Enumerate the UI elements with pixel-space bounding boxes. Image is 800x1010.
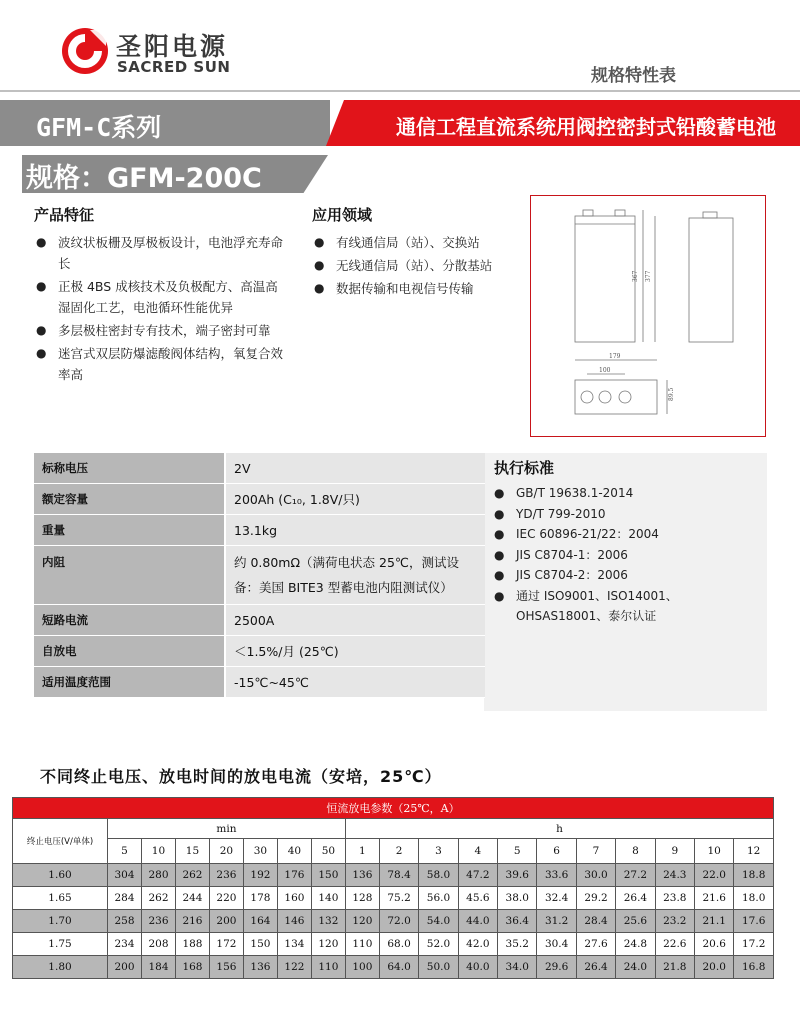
features-title: 产品特征 [34,206,95,224]
spec-label: 适用温度范围 [34,667,225,698]
spec-label: 重量 [34,515,225,546]
discharge-title: 不同终止电压、放电时间的放电电流（安培，25℃） [40,767,442,786]
discharge-current-cell: 172 [209,933,243,956]
cutoff-voltage: 1.70 [13,910,108,933]
dim-terminal: 100 [599,367,611,374]
discharge-current-cell: 22.6 [655,933,694,956]
table-row [13,933,774,956]
spec-value: 2V [225,453,485,484]
dim-depth: 89.5 [668,387,675,401]
table-row [34,453,485,484]
table-row [13,956,774,979]
spec-label: 标称电压 [34,453,225,484]
dim-width: 179 [609,353,621,360]
table-row [34,667,485,698]
spec-value: 2500A [225,605,485,636]
column-header: 3 [419,839,458,864]
discharge-current-cell: 38.0 [498,887,537,910]
discharge-current-cell: 208 [141,933,175,956]
discharge-current-cell: 45.6 [458,887,497,910]
cutoff-voltage: 1.60 [13,864,108,887]
discharge-current-cell: 40.0 [458,956,497,979]
discharge-current-cell: 176 [277,864,311,887]
bullet-icon: ● [314,235,325,249]
discharge-current-cell: 29.6 [537,956,576,979]
brand-name-cn: 圣阳电源 [116,32,229,61]
discharge-current-cell: 18.8 [734,864,774,887]
list-item: ● 正极 4BS 成核技术及负极配方、高温高湿固化工艺，电池循环性能优异 [34,276,284,318]
standards-title: 执行标准 [494,459,555,477]
column-header: 40 [277,839,311,864]
discharge-current-cell: 75.2 [379,887,418,910]
discharge-current-cell: 184 [141,956,175,979]
discharge-current-cell: 44.0 [458,910,497,933]
cutoff-voltage: 1.65 [13,887,108,910]
list-item: ● 多层极柱密封专有技术，端子密封可靠 [34,320,284,341]
discharge-current-cell: 30.4 [537,933,576,956]
discharge-current-cell: 120 [345,910,379,933]
discharge-current-cell: 262 [175,864,209,887]
discharge-current-cell: 23.2 [655,910,694,933]
bullet-icon: ● [36,323,47,337]
column-header: 5 [498,839,537,864]
discharge-current-cell: 128 [345,887,379,910]
discharge-current-cell: 39.6 [498,864,537,887]
dim-height-1: 367 [632,270,639,282]
discharge-current-cell: 78.4 [379,864,418,887]
discharge-current-cell: 23.8 [655,887,694,910]
discharge-current-cell: 178 [243,887,277,910]
row-header: 终止电压(V/单体) [13,819,108,864]
discharge-current-cell: 132 [311,910,345,933]
list-item: ● 有线通信局（站）、交换站 [312,232,512,253]
spec-model-label: 规格：GFM-200C [26,163,262,194]
discharge-current-cell: 56.0 [419,887,458,910]
list-item: ● GB/T 19638.1-2014 [492,483,760,504]
column-header: 20 [209,839,243,864]
discharge-current-cell: 26.4 [576,956,615,979]
discharge-current-cell: 244 [175,887,209,910]
discharge-current-cell: 35.2 [498,933,537,956]
discharge-current-cell: 20.6 [695,933,734,956]
discharge-current-cell: 17.6 [734,910,774,933]
discharge-current-cell: 22.0 [695,864,734,887]
discharge-current-cell: 136 [243,956,277,979]
column-header: 6 [537,839,576,864]
discharge-current-cell: 24.8 [616,933,655,956]
spec-value: ＜1.5%/月 (25℃) [225,636,485,667]
unit-minutes: min [108,819,346,839]
discharge-current-cell: 236 [141,910,175,933]
discharge-current-cell: 304 [108,864,142,887]
header-divider [0,90,800,92]
product-title: 通信工程直流系统用阀控密封式铅酸蓄电池 [396,115,776,139]
discharge-current-cell: 31.2 [537,910,576,933]
discharge-table-header: 恒流放电参数（25℃，A） [13,798,774,819]
discharge-table [12,797,774,979]
discharge-current-cell: 236 [209,864,243,887]
discharge-current-cell: 164 [243,910,277,933]
bullet-icon: ● [494,547,505,562]
table-row [13,887,774,910]
sacred-sun-logo [60,26,110,76]
discharge-current-cell: 160 [277,887,311,910]
column-header: 8 [616,839,655,864]
discharge-current-cell: 25.6 [616,910,655,933]
table-row [13,910,774,933]
discharge-current-cell: 72.0 [379,910,418,933]
column-header-row [13,839,774,864]
discharge-current-cell: 17.2 [734,933,774,956]
spec-value: 约 0.80mΩ（满荷电状态 25℃，测试设备：美国 BITE3 型蓄电池内阻测试仪） [225,546,485,605]
discharge-current-cell: 216 [175,910,209,933]
discharge-current-cell: 68.0 [379,933,418,956]
column-header: 10 [695,839,734,864]
discharge-current-cell: 100 [345,956,379,979]
bullet-icon: ● [494,588,505,603]
column-header: 2 [379,839,418,864]
column-header: 5 [108,839,142,864]
spec-label: 自放电 [34,636,225,667]
discharge-current-cell: 168 [175,956,209,979]
list-item: ● 数据传输和电视信号传输 [312,278,512,299]
discharge-current-cell: 280 [141,864,175,887]
discharge-current-cell: 33.6 [537,864,576,887]
discharge-current-cell: 47.2 [458,864,497,887]
standards-list [492,483,760,627]
spec-label: 额定容量 [34,484,225,515]
column-header: 10 [141,839,175,864]
discharge-current-cell: 42.0 [458,933,497,956]
bullet-icon: ● [314,281,325,295]
table-row [13,864,774,887]
discharge-current-cell: 284 [108,887,142,910]
discharge-current-cell: 32.4 [537,887,576,910]
table-row [34,515,485,546]
spec-value: -15℃~45℃ [225,667,485,698]
table-row [34,484,485,515]
discharge-current-cell: 156 [209,956,243,979]
applications-list [312,232,512,301]
table-row [34,605,485,636]
discharge-current-cell: 140 [311,887,345,910]
list-item: ● IEC 60896-21/22：2004 [492,524,760,545]
list-item: ● JIS C8704-1：2006 [492,545,760,566]
bullet-icon: ● [494,568,505,582]
table-row [34,546,485,605]
brand-name-en: SACRED SUN [117,58,231,76]
discharge-current-cell: 120 [311,933,345,956]
discharge-current-cell: 54.0 [419,910,458,933]
discharge-current-cell: 26.4 [616,887,655,910]
discharge-current-cell: 21.6 [695,887,734,910]
bullet-icon: ● [314,258,325,272]
table-header-row [13,798,774,819]
spec-table [34,453,485,698]
discharge-current-cell: 110 [311,956,345,979]
discharge-current-cell: 136 [345,864,379,887]
discharge-current-cell: 150 [311,864,345,887]
discharge-current-cell: 21.8 [655,956,694,979]
discharge-current-cell: 234 [108,933,142,956]
discharge-current-cell: 21.1 [695,910,734,933]
discharge-current-cell: 150 [243,933,277,956]
discharge-current-cell: 110 [345,933,379,956]
discharge-current-cell: 27.6 [576,933,615,956]
discharge-current-cell: 258 [108,910,142,933]
column-header: 50 [311,839,345,864]
discharge-current-cell: 220 [209,887,243,910]
list-item: ● 通过 ISO9001、ISO14001、OHSAS18001、泰尔认证 [492,586,760,627]
discharge-current-cell: 34.0 [498,956,537,979]
discharge-current-cell: 52.0 [419,933,458,956]
document-type: 规格特性表 [591,66,676,86]
list-item: ● JIS C8704-2：2006 [492,565,760,586]
battery-dimension-drawing [530,195,766,437]
bullet-icon: ● [494,527,505,541]
discharge-current-cell: 58.0 [419,864,458,887]
bullet-icon: ● [36,346,47,360]
spec-label: 内阻 [34,546,225,605]
spec-value: 200Ah (C₁₀, 1.8V/只) [225,484,485,515]
discharge-current-cell: 192 [243,864,277,887]
bullet-icon: ● [36,235,47,249]
column-header: 30 [243,839,277,864]
column-header: 7 [576,839,615,864]
column-header: 15 [175,839,209,864]
discharge-current-cell: 122 [277,956,311,979]
table-row [34,636,485,667]
discharge-current-cell: 146 [277,910,311,933]
battery-outline-svg [531,196,765,436]
unit-hours: h [345,819,773,839]
discharge-current-cell: 50.0 [419,956,458,979]
column-header: 4 [458,839,497,864]
bullet-icon: ● [494,506,505,521]
cutoff-voltage: 1.80 [13,956,108,979]
discharge-current-cell: 28.4 [576,910,615,933]
bullet-icon: ● [494,486,505,500]
discharge-current-cell: 188 [175,933,209,956]
list-item: ● 迷宫式双层防爆滤酸阀体结构，氧复合效率高 [34,343,284,385]
dim-height-2: 377 [645,270,652,282]
cutoff-voltage: 1.75 [13,933,108,956]
discharge-current-cell: 20.0 [695,956,734,979]
spec-label: 短路电流 [34,605,225,636]
bullet-icon: ● [36,279,47,293]
applications-title: 应用领域 [312,206,373,224]
discharge-current-cell: 262 [141,887,175,910]
discharge-current-cell: 29.2 [576,887,615,910]
column-header: 9 [655,839,694,864]
list-item: ● YD/T 799-2010 [492,504,760,525]
column-header: 12 [734,839,774,864]
list-item: ● 波纹状板栅及厚极板设计，电池浮充寿命长 [34,232,284,274]
discharge-current-cell: 24.0 [616,956,655,979]
discharge-current-cell: 200 [209,910,243,933]
discharge-current-cell: 30.0 [576,864,615,887]
unit-row [13,819,774,839]
discharge-current-cell: 64.0 [379,956,418,979]
discharge-current-cell: 16.8 [734,956,774,979]
discharge-current-cell: 24.3 [655,864,694,887]
discharge-current-cell: 200 [108,956,142,979]
discharge-current-cell: 18.0 [734,887,774,910]
features-list [34,232,284,387]
spec-value: 13.1kg [225,515,485,546]
column-header: 1 [345,839,379,864]
discharge-current-cell: 134 [277,933,311,956]
discharge-current-cell: 27.2 [616,864,655,887]
list-item: ● 无线通信局（站）、分散基站 [312,255,512,276]
discharge-current-cell: 36.4 [498,910,537,933]
series-name: GFM-C系列 [36,113,162,142]
